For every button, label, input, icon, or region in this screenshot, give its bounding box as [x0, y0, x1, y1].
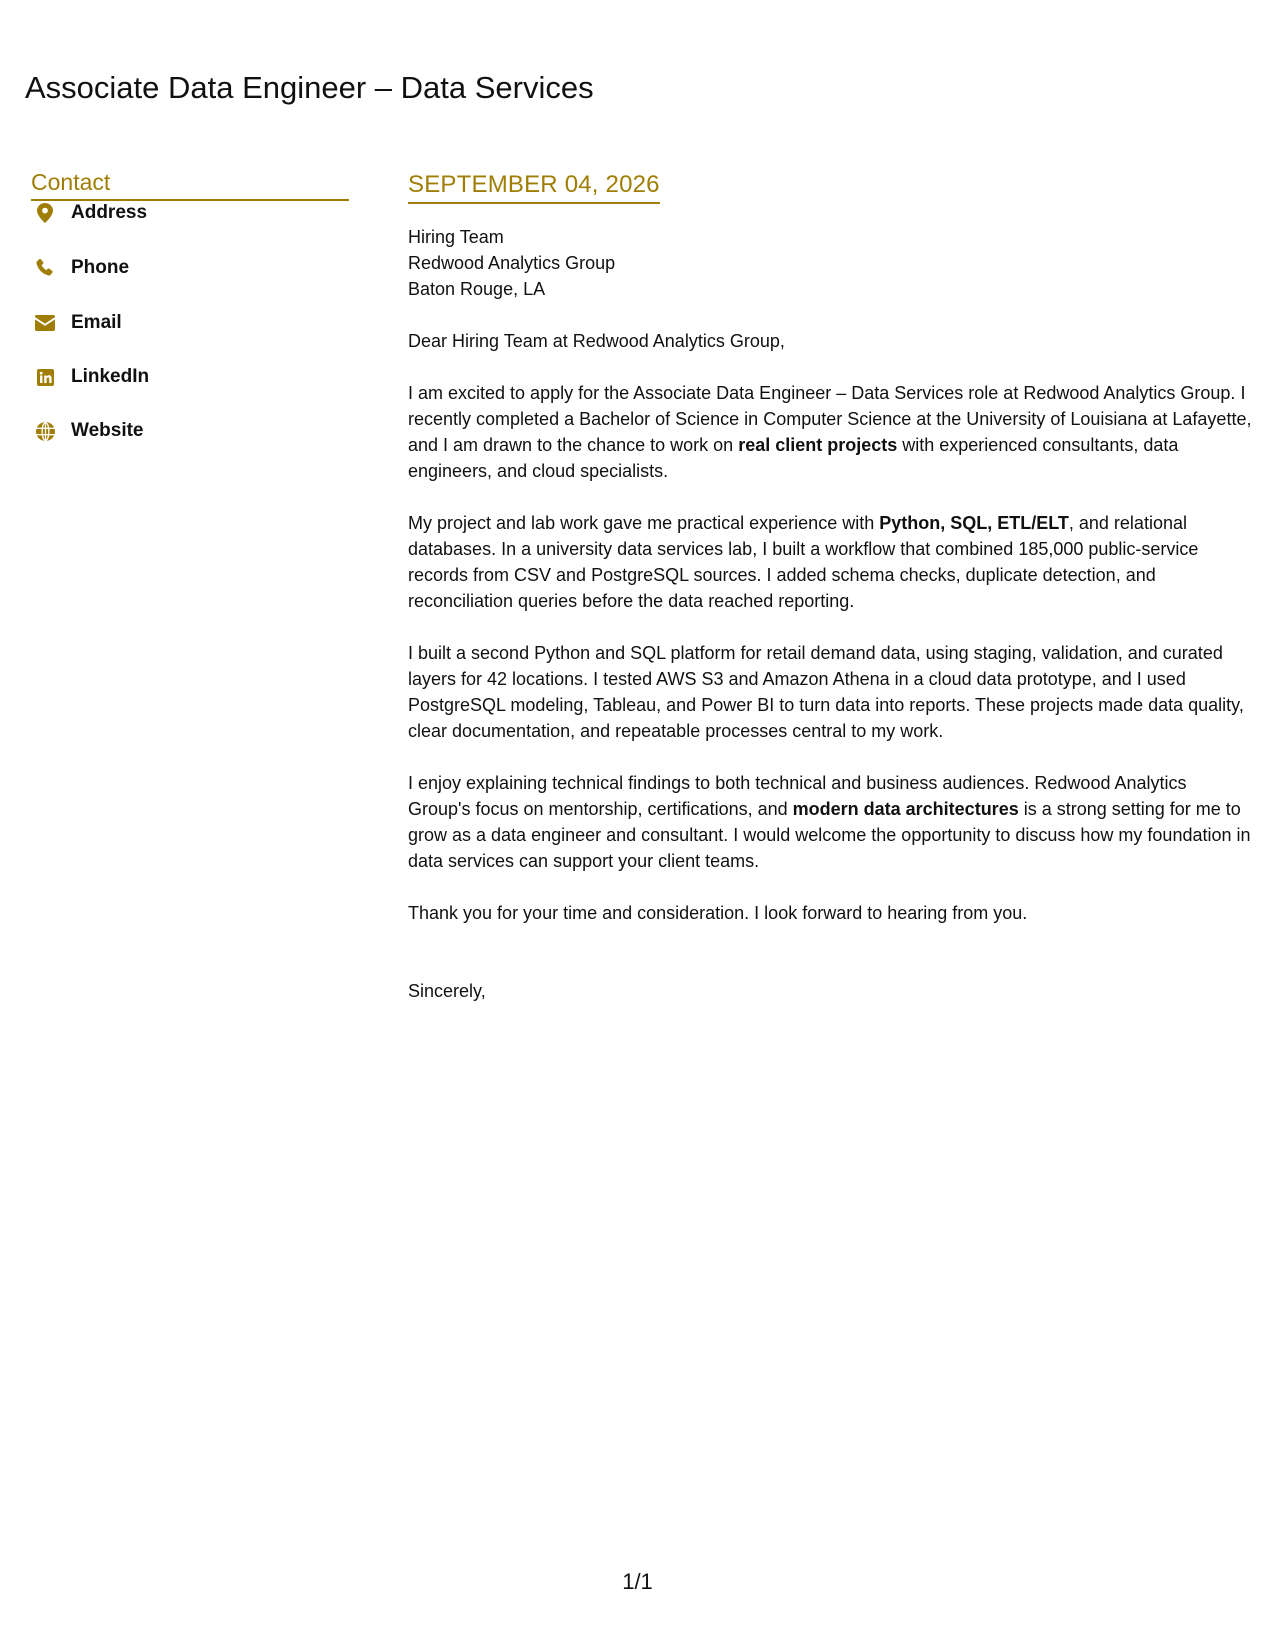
contact-label-address: Address [71, 202, 148, 223]
contact-item-address [31, 201, 148, 225]
linkedin-icon [33, 365, 57, 389]
paragraph-text: with experienced consultants, data engineers, and cloud specialists. [408, 435, 1179, 481]
globe-icon [33, 419, 57, 443]
paragraph-text: My project and lab work gave me practical experience with [408, 513, 880, 533]
contact-sidebar [31, 168, 351, 441]
paragraph-2 [408, 510, 1253, 614]
recipient-line: Redwood Analytics Group [408, 253, 616, 273]
contact-heading: Contact [31, 168, 349, 201]
recipient-line: Hiring Team [408, 227, 504, 247]
salutation: Dear Hiring Team at Redwood Analytics Group, [408, 331, 785, 351]
paragraph-5: Thank you for your time and consideration. I look forward to hearing from you. [408, 903, 1028, 923]
recipient-block [408, 224, 1253, 302]
contact-item-email [31, 311, 122, 335]
closing: Sincerely, [408, 981, 486, 1001]
paragraph-bold-text: Python, SQL, ETL/ELT [879, 513, 1069, 533]
document-title: Associate Data Engineer – Data Services [25, 70, 594, 105]
page-number: 1/1 [622, 1569, 653, 1594]
paragraph-4 [408, 770, 1253, 874]
paragraph-3: I built a second Python and SQL platform for retail demand data, using staging, validation, and curated layers for 42 locations. I tested AWS S3 and Amazon Athena in a cloud data prototype, and I used PostgreSQL modeling, Tableau, and Power BI to turn data into reports. These projects made data quality, clear documentation, and repeatable processes central to my work. [408, 643, 1244, 741]
paragraph-text: is a strong setting for me to grow as a data engineer and consultant. I would welcome the opportunity to discuss how my foundation in data services can support your client teams. [408, 799, 1251, 871]
letter-body [408, 170, 1253, 1004]
contact-label-linkedin: LinkedIn [71, 366, 150, 387]
envelope-icon [33, 311, 57, 335]
contact-item-linkedin [31, 365, 150, 389]
paragraph-bold-text: real client projects [738, 435, 898, 455]
paragraph-text: , and relational databases. In a university data services lab, I built a workflow that combined 185,000 public-service records from CSV and PostgreSQL sources. I added schema checks, duplicate detection, and reconciliation queries before the data reached reporting. [408, 513, 1199, 611]
letter-date: SEPTEMBER 04, 2026 [408, 170, 660, 204]
paragraph-1 [408, 380, 1253, 484]
map-marker-icon [33, 201, 57, 225]
contact-item-website [31, 419, 144, 443]
paragraph-text: I am excited to apply for the Associate Data Engineer – Data Services role at Redwood Analytics Group. I recently completed a Bachelor of Science in Computer Science at the University of Louisiana at Lafayette, and I am drawn to the chance to work on [408, 383, 1252, 455]
recipient-line: Baton Rouge, LA [408, 279, 546, 299]
contact-label-email: Email [71, 312, 122, 333]
phone-icon [33, 256, 57, 280]
paragraph-bold-text: modern data architectures [792, 799, 1019, 819]
contact-label-website: Website [71, 420, 144, 441]
contact-label-phone: Phone [71, 257, 130, 278]
paragraph-text: I enjoy explaining technical findings to both technical and business audiences. Redwood Analytics Group's focus on mentorship, certifications, and [408, 773, 1187, 819]
contact-item-phone [31, 256, 130, 280]
